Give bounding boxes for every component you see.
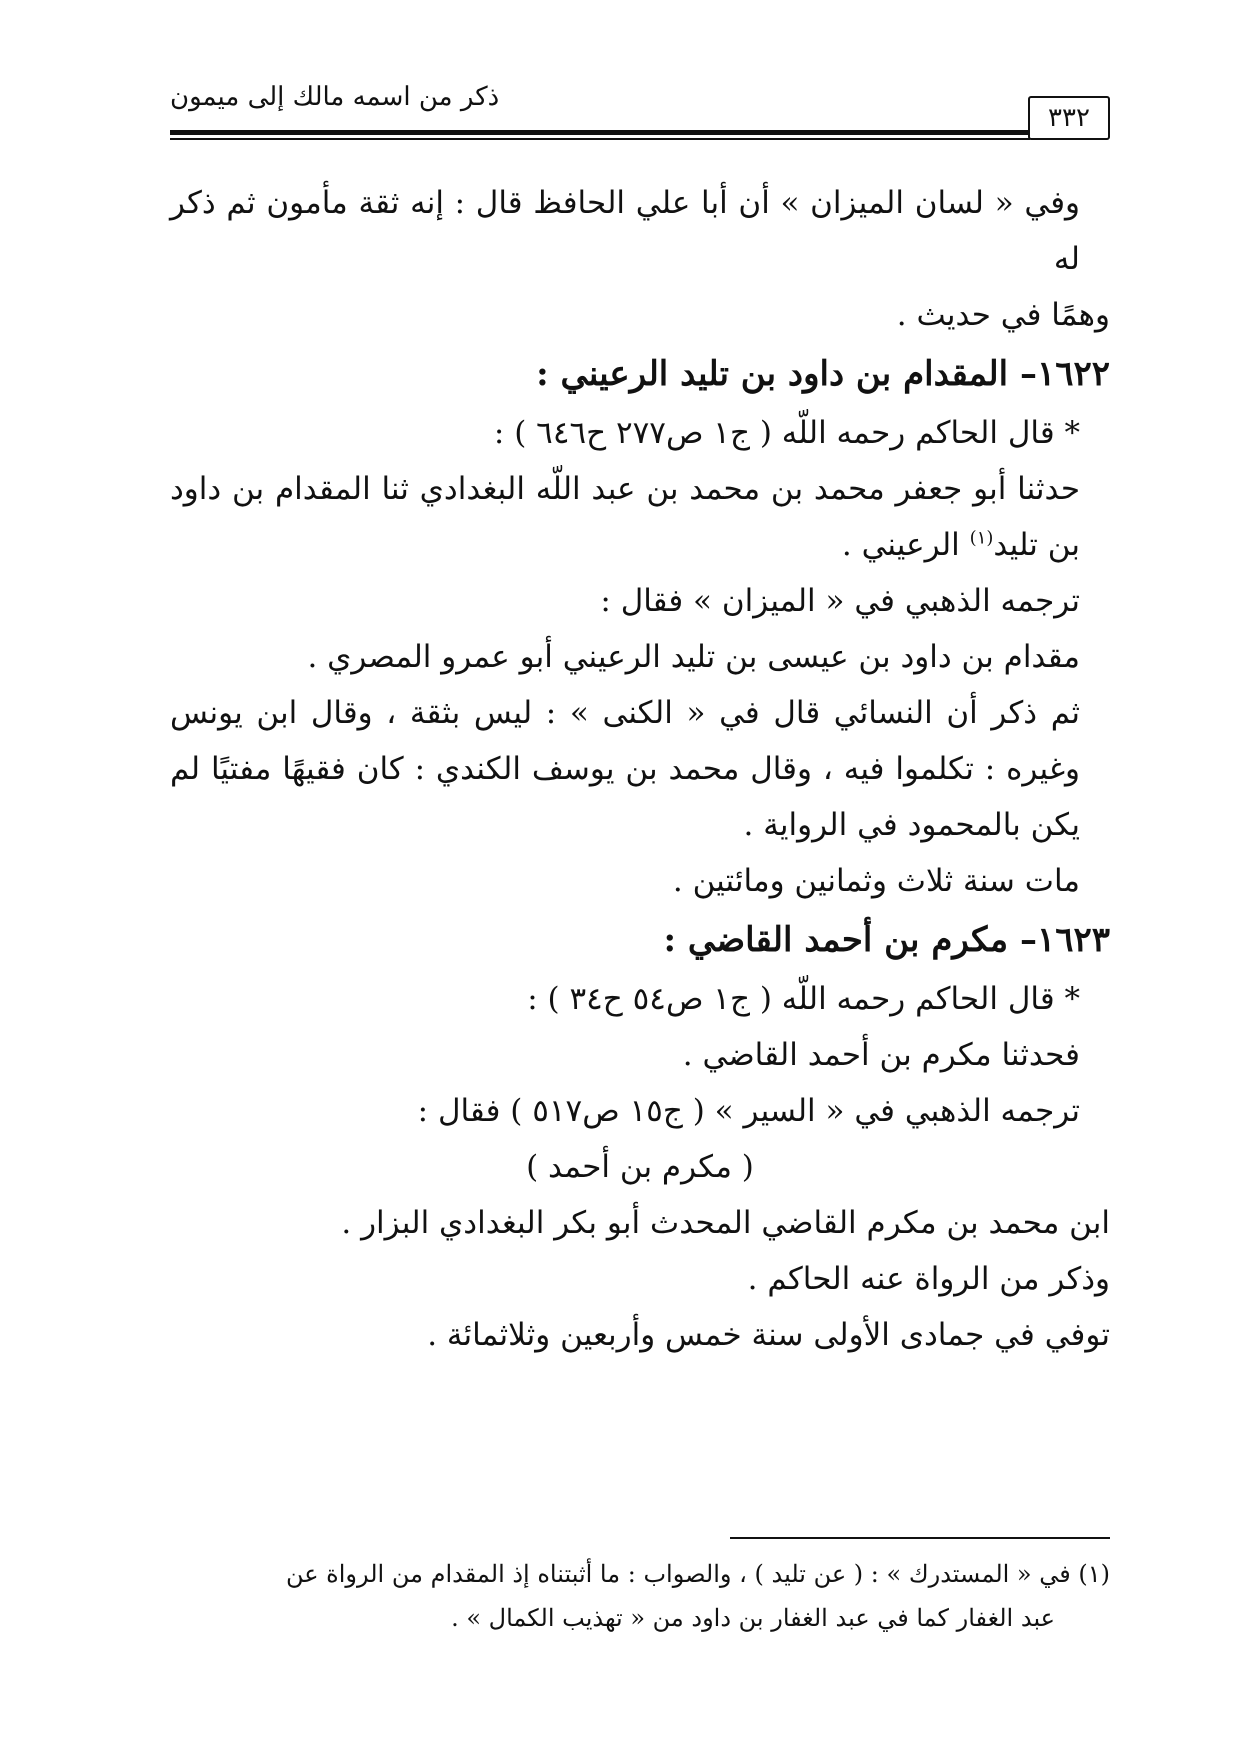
critique-paragraph: ثم ذكر أن النسائي قال في « الكنى » : ليس بثقة ، وقال ابن يونس وغيره : تكلموا فيه ، وقال محمد بن يوسف الكندي : كان فقيهًا مفتيًا لم يكن بالمحمود في الرواية . — [170, 695, 1080, 843]
footnote-marker: (١) — [969, 527, 994, 549]
isnad-text: حدثنا أبو جعفر محمد بن محمد بن عبد اللّه البغدادي ثنا المقدام بن داود بن تليد — [170, 471, 1080, 563]
translation-intro: ترجمه الذهبي في « السير » ( ج١٥ ص٥١٧ ) فقال : — [417, 1093, 1080, 1129]
lineage-line: ابن محمد بن مكرم القاضي المحدث أبو بكر البغدادي البزار . — [341, 1205, 1110, 1241]
isnad-paragraph: فحدثنا مكرم بن أحمد القاضي . — [682, 1037, 1080, 1073]
footnotes — [170, 1552, 1110, 1640]
page-number: ٣٣٢ — [1028, 96, 1110, 140]
footnote-separator — [730, 1537, 1110, 1539]
paragraph-line: وفي « لسان الميزان » أن أبا علي الحافظ قال : إنه ثقة مأمون ثم ذكر له — [170, 185, 1080, 277]
isnad-text-end: الرعيني . — [841, 527, 970, 563]
death-line: مات سنة ثلاث وثمانين ومائتين . — [672, 863, 1080, 899]
translation-intro: ترجمه الذهبي في « الميزان » فقال : — [600, 583, 1080, 619]
footnote-number: (١) — [1078, 1560, 1110, 1588]
paragraph-line: وهمًا في حديث . — [896, 297, 1110, 333]
students-line: وذكر من الرواة عنه الحاكم . — [747, 1261, 1110, 1297]
entry-heading-1623: ١٦٢٣– مكرم بن أحمد القاضي : — [663, 920, 1110, 960]
source-citation: * قال الحاكم رحمه اللّه ( ج١ ص٢٧٧ ح٦٤٦ ) : — [493, 415, 1080, 451]
footnote-line-continued: عبد الغفار كما في عبد الغفار بن داود من « تهذيب الكمال » . — [451, 1604, 1055, 1632]
entry-heading-1622: ١٦٢٢– المقدام بن داود بن تليد الرعيني : — [536, 354, 1110, 394]
source-citation: * قال الحاكم رحمه اللّه ( ج١ ص٥٤ ح٣٤ ) : — [527, 981, 1080, 1017]
footnote-text: في « المستدرك » : ( عن تليد ) ، والصواب : ما أثبتناه إذ المقدام من الرواة عن — [285, 1560, 1071, 1588]
header-rule-thin — [170, 138, 1030, 140]
narrator-name-line: مقدام بن داود بن عيسى بن تليد الرعيني أبو عمرو المصري . — [307, 639, 1080, 675]
header-rule-thick — [170, 130, 1030, 135]
death-line: توفي في جمادى الأولى سنة خمس وأربعين وثلاثمائة . — [427, 1317, 1110, 1353]
footnote-line — [170, 1552, 1110, 1596]
centered-title: ( مكرم بن أحمد ) — [526, 1149, 754, 1185]
isnad-paragraph — [170, 461, 1110, 573]
running-title: ذكر من اسمه مالك إلى ميمون — [170, 82, 500, 112]
main-text — [170, 175, 1110, 1363]
page-header — [170, 82, 1110, 152]
